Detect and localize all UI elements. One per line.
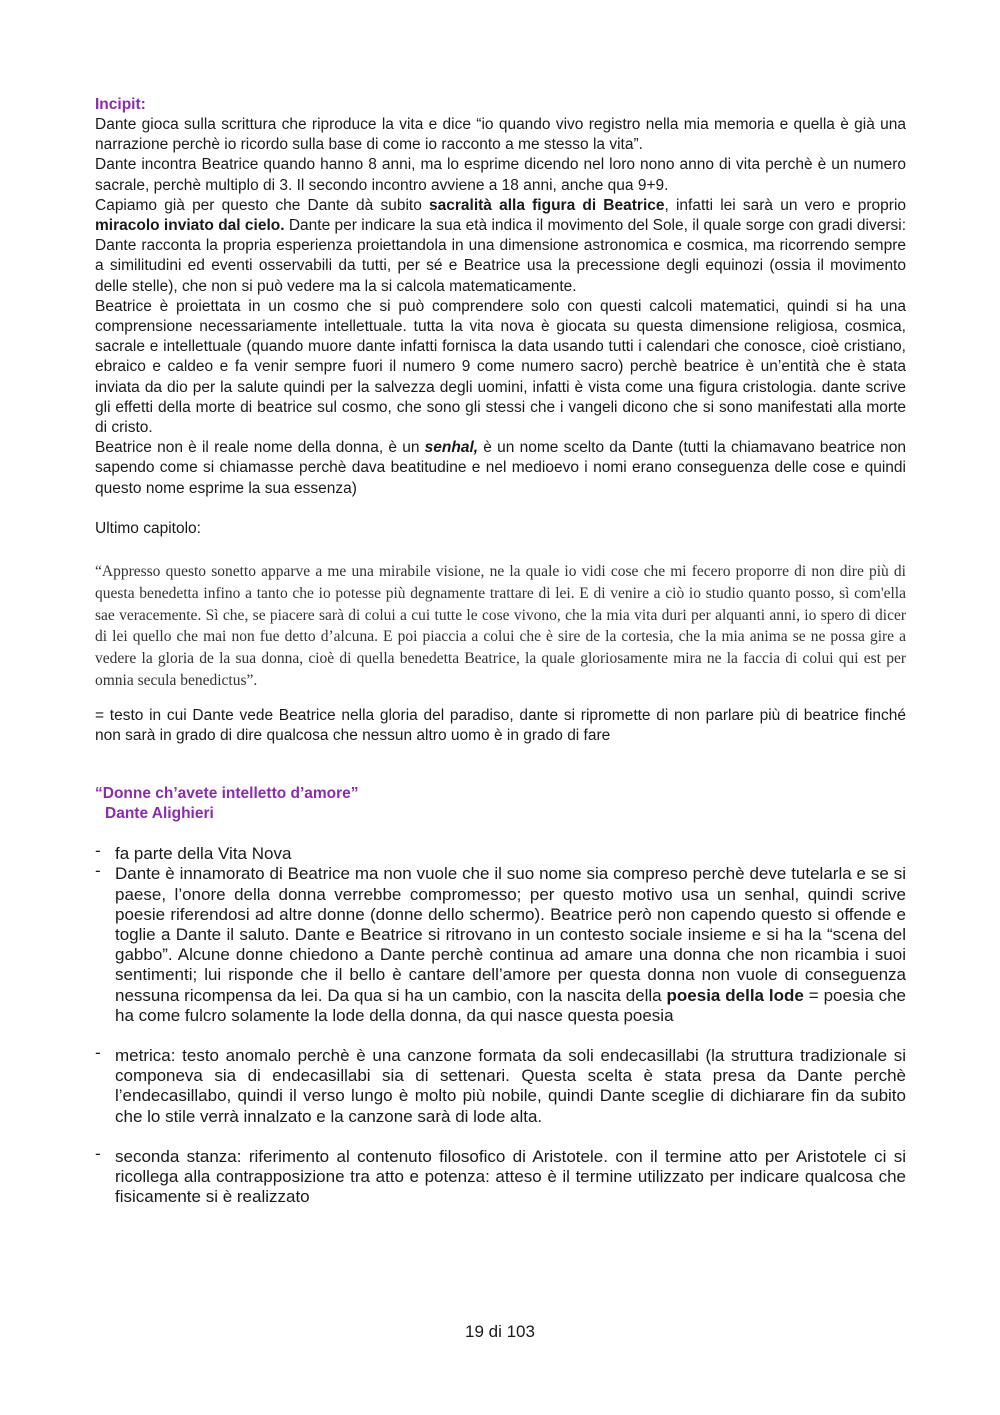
list-item: - metrica: testo anomalo perchè è una canzone formata da soli endecasillabi (la struttura tradizionale si componeva sia di endecasillabi sia di settenari. Questa scelta è stata presa da Dante perchè l’endecasillabo, quindi il verso lungo è molto più nobile, quindi Dante sceglie di dichiarare fin da subito che lo stile verrà innalzato e la canzone sarà di lode alta. [95,1043,906,1126]
bold-phrase: poesia della lode [666,985,804,1005]
ultimo-capitolo-label: Ultimo capitolo: [95,519,201,537]
incipit-paragraph-3: Capiamo già per questo che Dante dà subito sacralità alla figura di Beatrice, infatti lei sarà un vero e proprio miracolo inviato dal cielo. Dante per indicare la sua età indica il movimento del Sole, il quale sorge con gradi diversi: Dante racconta la propria esperienza proiettandola in una dimensione astronomica e cosmica, ma ricorrendo sempre a similitudini ed eventi osservabili da tutti, per sé e Beatrice usa la precessione degli equinozi (ossia il movimento delle stelle), che non si può vedere ma la si calcola matematicamente. [95,196,907,295]
incipit-paragraph-5: Beatrice non è il reale nome della donna, è un senhal, è un nome scelto da Dante (tutti la chiamavano beatrice non sapendo come si chiamasse perchè dava beatitudine e nel medioevo i nomi erano conseguenza delle cose e quindi questo nome esprime la sua essenza) [95,439,906,497]
dash-bullet: - [95,841,101,861]
poem-author: Dante Alighieri [105,805,214,823]
list-item: - fa parte della Vita Nova [95,841,292,864]
page-number: 19 di 103 [465,1322,535,1341]
bold-phrase: sacralità alla figura di Beatrice [429,196,665,214]
page-content [95,95,906,1208]
poem-title-block [95,784,906,824]
bold-phrase: miracolo inviato dal cielo. [95,217,285,235]
poem-notes-list [95,841,906,1207]
list-item: - Dante è innamorato di Beatrice ma non vuole che il suo nome sia compreso perchè deve tutelarla e se si paese, l’onore della donna verrebbe compromesso; per questo motivo usa un senhal, quindi scrive poesie riferendosi ad altre donne (donne dello schermo). Beatrice però non capendo questo si offende e toglie a Dante il saluto. Dante e Beatrice si ritrovano in un contesto sociale insieme e si ha la “scena del gabbo”. Alcune donne chiedono a Dante perchè continua ad amare una donna che non ricambia i suoi sentimenti; lui risponde che il bello è cantare dell’amore per questa donna non vuole di conseguenza nessuna ricompensa da lei. Da qua si ha un cambio, con la nascita della poesia della lode = poesia che ha come fulcro solamente la lode della donna, da qui nasce questa poesia [95,861,906,1025]
dash-bullet: - [95,1043,101,1063]
incipit-paragraph-4: Beatrice è proiettata in un cosmo che si può comprendere solo con questi calcoli matematici, quindi si ha una comprensione necessariamente intellettuale. tutta la vita nova è giocata su questa dimensione religiosa, cosmica, sacrale e intellettuale (quando muore dante infatti fornisca la data usando tutti i calendari che conosce, cioè cristiano, ebraico e caldeo e fa venir sempre fuori il numero 9 come numero sacro) perchè beatrice è un’entità che è stata inviata da dio per la salute quindi per la salvezza degli uomini, infatti è vista come una figura cristologia. dante scrive gli effetti della morte di beatrice sul cosmo, che sono gli stessi che i vangeli dicono che si sono manifestati alla morte di cristo. [95,297,906,437]
vita-nova-quote: “Appresso questo sonetto apparve a me una mirabile visione, ne la quale io vidi cose che mi fecero proporre di non dire più di questa benedetta infino a tanto che io potesse più degnamente trattare di lei. E di venire a ciò io studio quanto posso, sì com'ella sae veracemente. Sì che, se piacere sarà di colui a cui tutte le cose vivono, che la mia vita duri per alquanti anni, io spero di dicer di lei quello che mai non fue detto d’alcuna. E poi piaccia a colui che è sire de la cortesia, che la mia anima se ne possa gire a vedere la gloria de la sua donna, cioè di quella benedetta Beatrice, la quale gloriosamente mira ne la faccia di colui qui est per omnia secula benedictus”. [95,563,906,690]
dash-bullet: - [95,1143,101,1163]
senhal-term: senhal, [424,439,479,457]
quote-comment: = testo in cui Dante vede Beatrice nella gloria del paradiso, dante si ripromette di non parlare più di beatrice finché non sarà in grado di dire qualcosa che nessun altro uomo è in grado di fare [95,706,906,745]
poem-title: “Donne ch’avete intelletto d’amore” [95,785,359,803]
incipit-paragraph-1: Dante gioca sulla scrittura che riproduce la vita e dice “io quando vivo registro nella mia memoria e quella è già una narrazione perchè io ricordo sulla base di come io racconto a me stesso la vita”. [95,116,906,154]
incipit-paragraph-2: Dante incontra Beatrice quando hanno 8 anni, ma lo esprime dicendo nel loro nono anno di vita perchè è un numero sacrale, perchè multiplo di 3. Il secondo incontro avviene a 18 anni, anche qua 9+9. [95,156,906,194]
list-item: - seconda stanza: riferimento al contenuto filosofico di Aristotele. con il termine atto per Aristotele ci si ricollega alla contrapposizione tra atto e potenza: atteso è il termine utilizzato per indicare qualcosa che fisicamente si è realizzato [95,1143,906,1207]
dash-bullet: - [95,861,101,881]
incipit-heading: Incipit: [95,96,146,113]
